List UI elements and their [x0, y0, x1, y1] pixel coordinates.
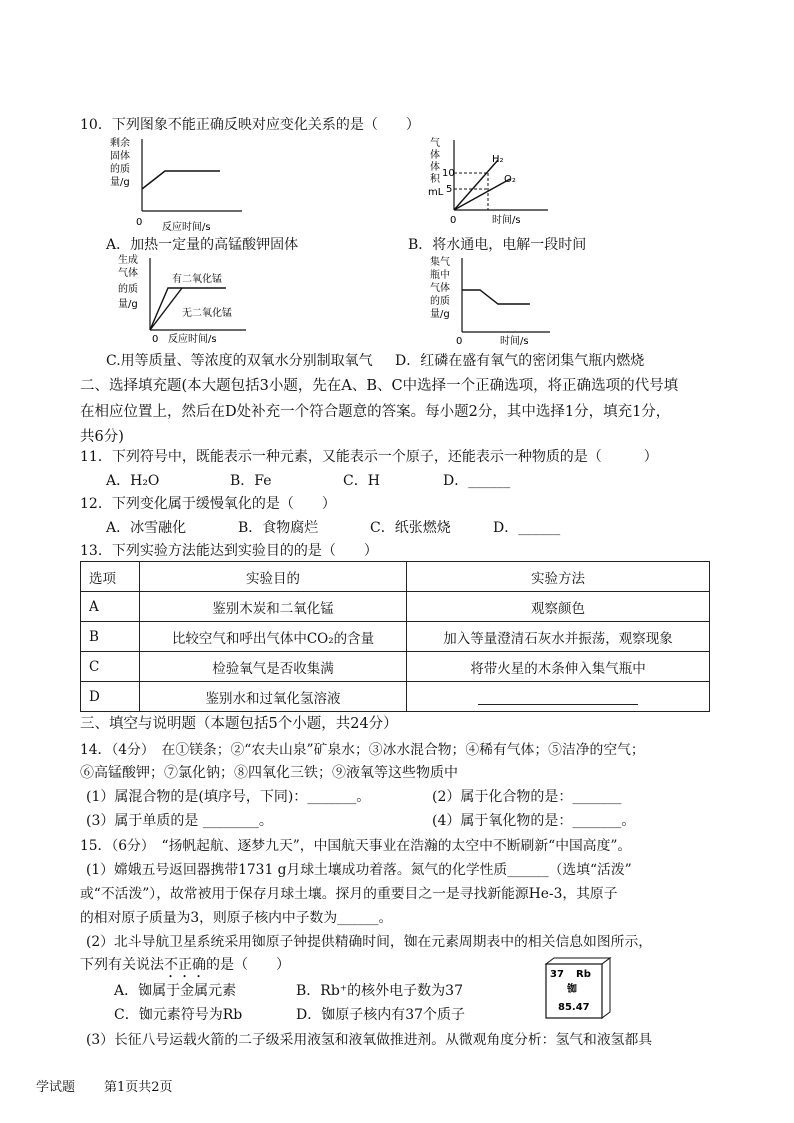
q15-option-b: B．Rb⁺的核外电子数为37: [296, 983, 463, 999]
q14-part3: (3）属于单质的是 ________。: [86, 813, 273, 829]
q15-part1-c: 的相对原子质量为3，则原子核内中子数为______。: [80, 910, 393, 926]
q15-part2-b: [80, 954, 290, 981]
graph-b-ylabel-2: 体: [430, 162, 440, 173]
answer-blank-cell[interactable]: [407, 682, 710, 712]
graph-b: [428, 135, 568, 230]
q11-option-a: A．H₂O: [106, 473, 160, 489]
q14-line1: 14．（4分） 在①镁条；②“农夫山泉”矿泉水；③冰水混合物；④稀有气体；⑤洁净的空气；: [80, 742, 645, 758]
section2-line3: 共6分): [80, 429, 124, 445]
table-cell: 鉴别木炭和二氧化锰: [140, 592, 407, 622]
q15-part2-b-emph: 不正确: [164, 957, 206, 973]
table-cell: 检验氧气是否收集满: [140, 652, 407, 682]
q14-part1: (1）属混合物的是(填序号，下同)：_______。: [86, 789, 371, 805]
graph-c-caption: C.用等质量、等浓度的双氧水分别制取氧气: [106, 353, 373, 369]
footer-left: 学试题: [36, 1080, 76, 1095]
graph-d-xlabel: 时间/s: [500, 336, 529, 347]
graph-b-origin: 0: [450, 215, 457, 226]
graph-b-ylabel-1: 体: [430, 150, 440, 161]
table-row: [81, 622, 710, 652]
graph-d-ylabel-3: 的质: [430, 296, 450, 307]
table-header: 实验目的: [140, 562, 407, 592]
element-mass: 85.47: [558, 1002, 590, 1013]
graph-c-ylabel-0: 生成: [118, 255, 138, 266]
graph-a-ylabel-2: 的质: [110, 164, 130, 175]
graph-c-series-without: 无二氧化锰: [182, 308, 232, 319]
q11-option-c: C．H: [343, 473, 380, 489]
element-number: 37: [550, 969, 564, 980]
footer-page: 第1页共2页: [104, 1080, 173, 1095]
table-cell: A: [81, 592, 140, 622]
table-cell: 将带火星的木条伸入集气瓶中: [407, 652, 710, 682]
graph-a-caption: A．加热一定量的高锰酸钾固体: [106, 237, 299, 253]
q15-part3: (3）长征八号运载火箭的二子级采用液氢和液氧做推进剂。从微观角度分析：氢气和液氢都具: [86, 1032, 653, 1048]
element-name: 铷: [567, 984, 577, 995]
section2-line2: 在相应位置上，然后在D处补充一个符合题意的答案。每小题2分，其中选择1分，填充1分，: [80, 404, 671, 420]
graph-a-ylabel-3: 量/g: [110, 177, 130, 188]
graph-d-ylabel-2: 气体: [430, 283, 450, 294]
table-cell: 比较空气和呼出气体中CO₂的含量: [140, 622, 407, 652]
graph-a-origin: 0: [136, 217, 143, 228]
graph-c: [118, 252, 278, 347]
graph-d-ylabel-1: 瓶中: [430, 270, 450, 281]
q15-line1: 15．（6分） “扬帆起航、逐梦九天”，中国航天事业在浩瀚的太空中不断刷新“中国高度”。: [80, 838, 632, 854]
q15-part2-b-post: 的是（ ）: [206, 957, 290, 973]
q11-option-d: D．______: [443, 473, 511, 489]
graph-d-ylabel-0: 集气: [430, 257, 450, 268]
graph-b-ylabel-3: 积: [430, 174, 440, 185]
graph-b-series-h2: H₂: [492, 154, 504, 165]
table-row: [81, 592, 710, 622]
graph-a-ylabel-0: 剩余: [110, 138, 130, 149]
table-row: [81, 682, 710, 712]
table-cell: B: [81, 622, 140, 652]
table-cell: 加入等量澄清石灰水并振荡，观察现象: [407, 622, 710, 652]
q15-part2-b-pre: 下列有关说法: [80, 957, 164, 973]
graph-b-xlabel: 时间/s: [492, 215, 521, 226]
q15-part1-b: 或“不活泼”），故常被用于保存月球土壤。探月的重要目之一是寻找新能源He-3，其原子: [80, 886, 618, 902]
graph-c-ylabel-2: 的质: [118, 284, 138, 295]
q15-option-a: A．铷属于金属元素: [114, 983, 237, 999]
section3-title: 三、填空与说明题（本题包括5个小题，共24分）: [80, 716, 398, 732]
q13-stem: 13．下列实验方法能达到实验目的的是（ ）: [80, 543, 378, 559]
q15-part2-a: (2）北斗导航卫星系统采用铷原子钟提供精确时间，铷在元素周期表中的相关信息如图所示，: [86, 934, 653, 950]
graph-a: [110, 135, 260, 235]
graph-a-xlabel: 反应时间/s: [162, 222, 211, 233]
q14-line2: ⑥高锰酸钾；⑦氯化钠；⑧四氧化三铁；⑨液氧等这些物质中: [80, 765, 458, 781]
q12-option-c: C．纸张燃烧: [370, 520, 451, 536]
element-card: [540, 956, 614, 1020]
table-cell: D: [81, 682, 140, 712]
graph-b-ylabel-0: 气: [430, 138, 440, 149]
graph-d-origin: 0: [456, 336, 463, 347]
graph-c-series-with: 有二氧化锰: [172, 274, 222, 285]
table-cell: 观察颜色: [407, 592, 710, 622]
graph-b-caption: B．将水通电，电解一段时间: [408, 237, 587, 253]
graph-a-ylabel-1: 固体: [110, 151, 130, 162]
q12-option-a: A．冰雪融化: [106, 520, 187, 536]
table-cell: C: [81, 652, 140, 682]
q14-part4: (4）属于氧化物的是：_______。: [432, 813, 636, 829]
graph-c-ylabel-1: 气体: [118, 268, 138, 279]
graph-c-origin: 0: [152, 334, 159, 345]
table-header: 选项: [81, 562, 140, 592]
q12-option-d: D．______: [493, 520, 561, 536]
graph-d-ylabel-4: 量/g: [430, 309, 450, 320]
q15-option-d: D．铷原子核内有37个质子: [296, 1007, 466, 1023]
table-cell: 鉴别水和过氧化氢溶液: [140, 682, 407, 712]
graph-d: [430, 254, 570, 349]
element-symbol: Rb: [576, 969, 591, 980]
graph-b-series-o2: O₂: [504, 174, 516, 185]
section2-line1: 二、选择填充题(本大题包括3小题，先在A、B、C中选择一个正确选项，将正确选项的代号填: [80, 378, 679, 394]
graph-c-xlabel: 反应时间/s: [168, 334, 217, 345]
graph-d-caption: D．红磷在盛有氧气的密闭集气瓶内燃烧: [395, 353, 645, 369]
table-header-row: [81, 562, 710, 592]
q15-part1-a: (1）嫦娥五号返回器携带1731 g月球土壤成功着落。氮气的化学性质______（选填“活泼”: [86, 862, 632, 878]
graph-b-tick-5: 5: [446, 184, 453, 195]
q11-stem: 11．下列符号中，既能表示一种元素，又能表示一个原子，还能表示一种物质的是（ ）: [80, 449, 658, 465]
graph-c-ylabel-3: 量/g: [118, 299, 138, 310]
q15-option-c: C．铷元素符号为Rb: [114, 1007, 243, 1023]
q12-option-b: B．食物腐烂: [238, 520, 319, 536]
table-row: [81, 652, 710, 682]
graph-b-tick-10: 10: [442, 168, 455, 179]
q11-option-b: B．Fe: [230, 473, 272, 489]
table-header: 实验方法: [407, 562, 710, 592]
q12-stem: 12．下列变化属于缓慢氧化的是（ ）: [80, 496, 336, 512]
answer-blank[interactable]: [478, 690, 638, 705]
q10-stem: 10．下列图象不能正确反映对应变化关系的是（ ）: [80, 117, 420, 133]
graph-b-ylabel-4: mL: [428, 187, 444, 198]
q13-table: [80, 561, 710, 712]
q14-part2: (2）属于化合物的是：_______: [432, 789, 622, 805]
